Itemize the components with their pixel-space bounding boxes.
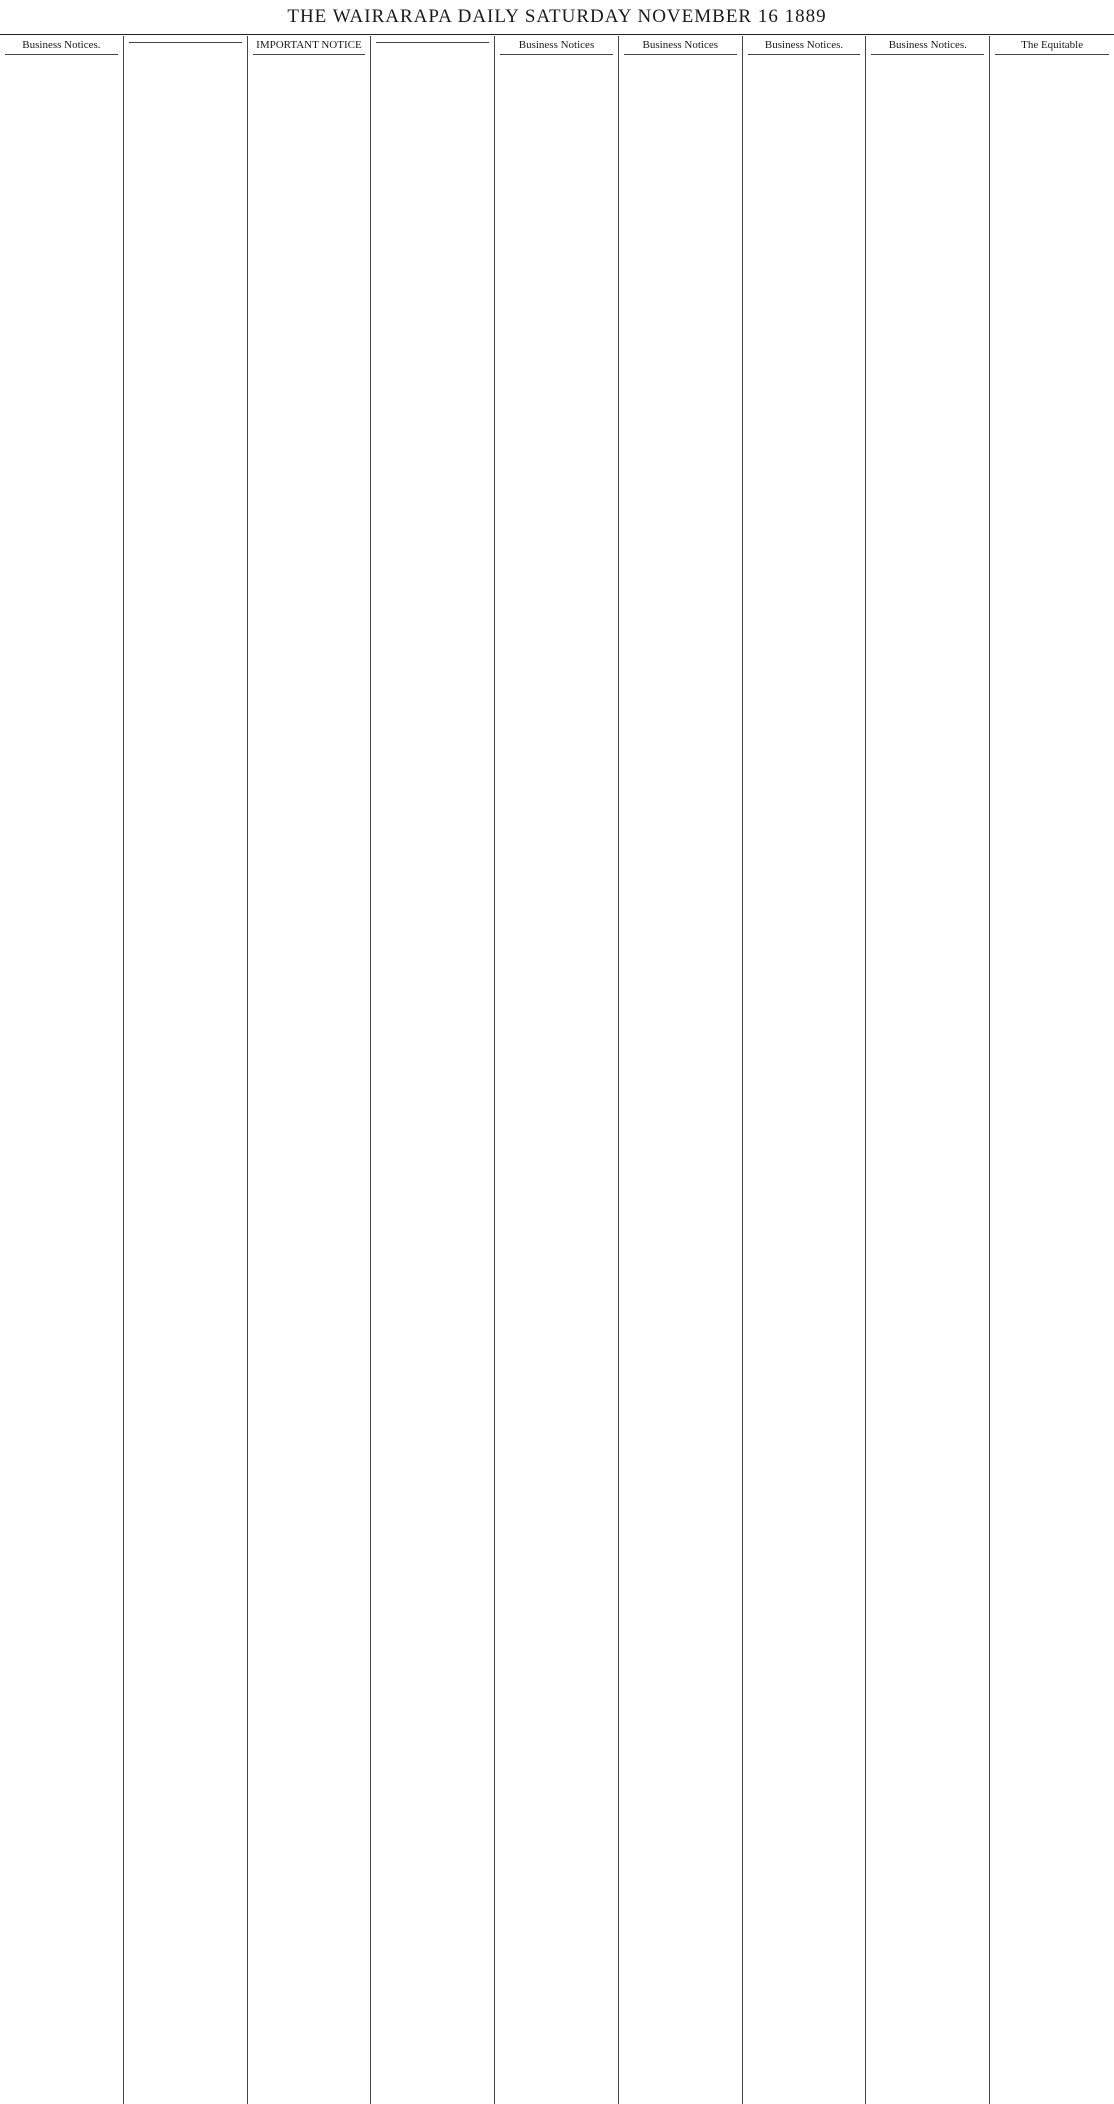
column-grid xyxy=(0,36,1114,2104)
column-9-header: The Equitable xyxy=(995,36,1109,55)
column-6 xyxy=(619,36,743,2104)
column-1 xyxy=(0,36,124,2104)
column-8-header: Business Notices. xyxy=(871,36,984,55)
column-9 xyxy=(990,36,1114,2104)
column-8 xyxy=(866,36,990,2104)
column-7 xyxy=(743,36,867,2104)
column-4-header xyxy=(376,36,489,43)
column-5 xyxy=(495,36,619,2104)
column-5-header: Business Notices xyxy=(500,36,613,55)
column-2-header xyxy=(129,36,242,43)
column-1-header: Business Notices. xyxy=(5,36,118,55)
column-6-header: Business Notices xyxy=(624,36,737,55)
column-2 xyxy=(124,36,248,2104)
column-3 xyxy=(248,36,372,2104)
column-4 xyxy=(371,36,495,2104)
masthead-title: THE WAIRARAPA DAILY SATURDAY NOVEMBER 16 1889 xyxy=(0,0,1114,35)
column-3-header: IMPORTANT NOTICE xyxy=(253,36,366,55)
column-7-header: Business Notices. xyxy=(748,36,861,55)
